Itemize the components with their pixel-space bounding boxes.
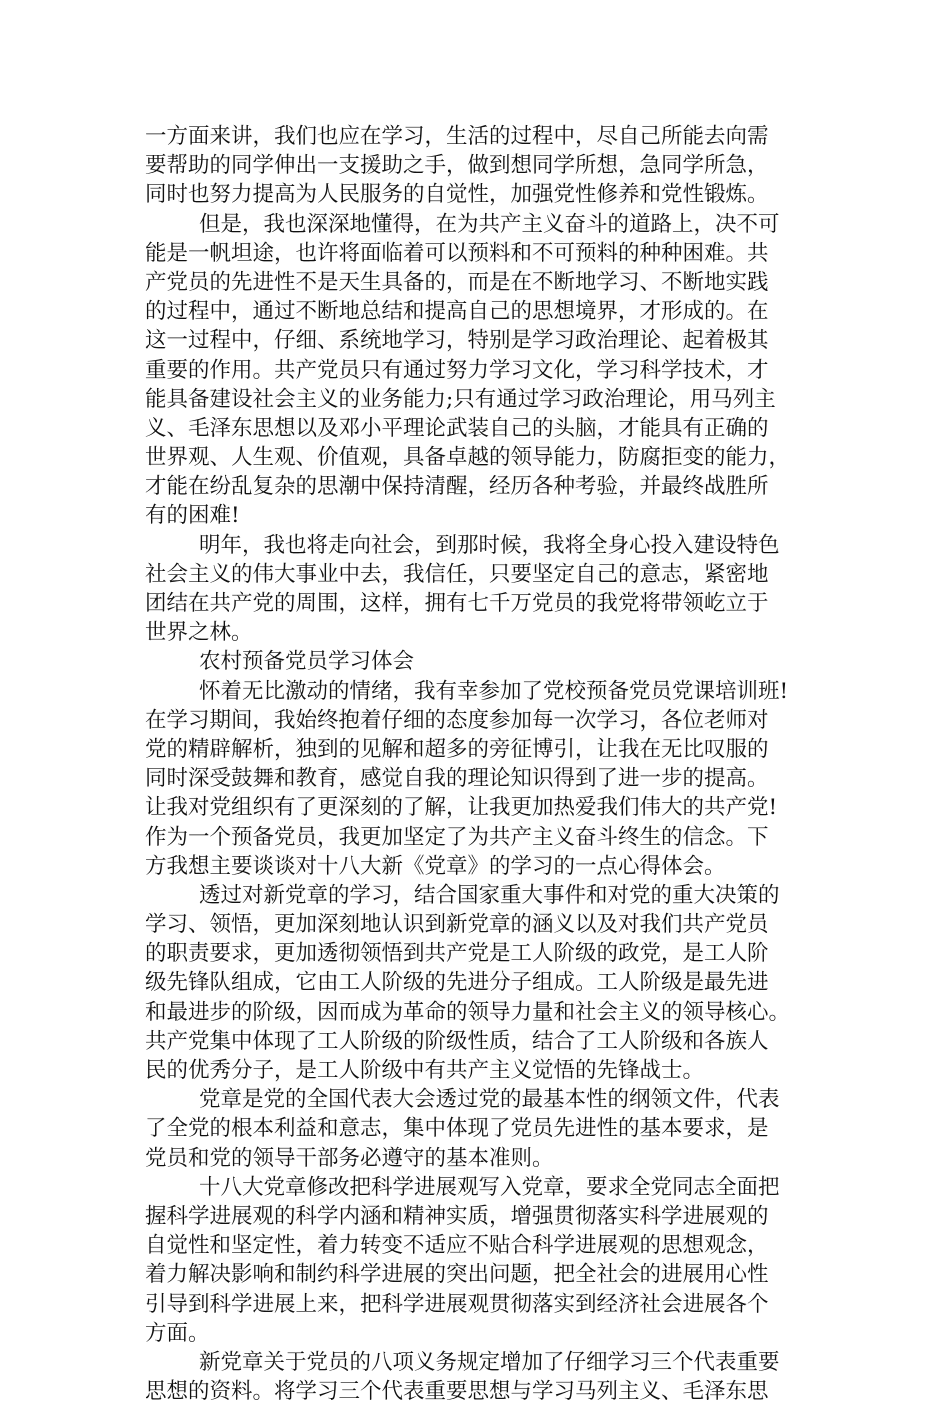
text-line: 同时深受鼓舞和教育，感觉自我的理论知识得到了进一步的提高。: [145, 766, 769, 792]
text-line: 党员和党的领导干部务必遵守的基本准则。: [145, 1145, 554, 1171]
text-line: 着力解决影响和制约科学进展的突出问题，把全社会的进展用心性: [145, 1262, 769, 1288]
text-line: 但是，我也深深地懂得，在为共产主义奋斗的道路上，决不可: [199, 211, 780, 237]
text-line: 能具备建设社会主义的业务能力;只有通过学习政治理论，用马列主: [145, 386, 776, 412]
text-line: 的职责要求，更加透彻领悟到共产党是工人阶级的政党，是工人阶: [145, 941, 769, 967]
text-line: 要帮助的同学伸出一支援助之手，做到想同学所想，急同学所急，: [145, 153, 769, 179]
text-line: 和最进步的阶级，因而成为革命的领导力量和社会主义的领导核心。: [145, 999, 791, 1025]
text-line: 党的精辟解析，独到的见解和超多的旁征博引，让我在无比叹服的: [145, 736, 769, 762]
text-line: 明年，我也将走向社会，到那时候，我将全身心投入建设特色: [199, 532, 780, 558]
text-line: 自觉性和坚定性，着力转变不适应不贴合科学进展观的思想观念，: [145, 1233, 769, 1259]
text-line: 一方面来讲，我们也应在学习，生活的过程中，尽自己所能去向需: [145, 124, 769, 149]
text-line: 世界之林。: [145, 620, 253, 646]
text-line: 有的困难!: [145, 503, 240, 529]
text-line: 农村预备党员学习体会: [199, 649, 415, 675]
text-line: 怀着无比激动的情绪，我有幸参加了党校预备党员党课培训班!: [199, 678, 789, 704]
text-line: 党章是党的全国代表大会透过党的最基本性的纲领文件，代表: [199, 1087, 780, 1113]
text-line: 社会主义的伟大事业中去，我信任，只要坚定自己的意志，紧密地: [145, 561, 769, 587]
text-line: 在学习期间，我始终抱着仔细的态度参加每一次学习，各位老师对: [145, 707, 769, 733]
text-line: 握科学进展观的科学内涵和精神实质，增强贯彻落实科学进展观的: [145, 1203, 769, 1229]
text-line: 级先锋队组成，它由工人阶级的先进分子组成。工人阶级是最先进: [145, 970, 769, 996]
text-line: 了全党的根本利益和意志，集中体现了党员先进性的基本要求，是: [145, 1116, 769, 1142]
text-line: 方我想主要谈谈对十八大新《党章》的学习的一点心得体会。: [145, 853, 726, 879]
text-line: 作为一个预备党员，我更加坚定了为共产主义奋斗终生的信念。下: [145, 824, 769, 850]
text-line: 团结在共产党的周围，这样，拥有七千万党员的我党将带领屹立于: [145, 591, 769, 616]
text-line: 产党员的先进性不是天生具备的，而是在不断地学习、不断地实践: [145, 269, 769, 295]
text-line: 世界观、人生观、价值观，具备卓越的领导能力，防腐拒变的能力，: [145, 445, 791, 471]
text-line: 的过程中，通过不断地总结和提高自己的思想境界，才形成的。在: [145, 299, 769, 325]
text-line: 才能在纷乱复杂的思潮中保持清醒，经历各种考验，并最终战胜所: [145, 474, 769, 500]
text-line: 这一过程中，仔细、系统地学习，特别是学习政治理论、起着极其: [145, 328, 769, 354]
text-line: 学习、领悟，更加深刻地认识到新党章的涵义以及对我们共产党员: [145, 912, 769, 938]
text-line: 新党章关于党员的八项义务规定增加了仔细学习三个代表重要: [199, 1349, 780, 1375]
text-line: 重要的作用。共产党员只有通过努力学习文化，学习科学技术，才: [145, 357, 769, 383]
text-line: 让我对党组织有了更深刻的了解，让我更加热爱我们伟大的共产党!: [145, 795, 778, 821]
text-line: 共产党集中体现了工人阶级的阶级性质，结合了工人阶级和各族人: [145, 1028, 769, 1054]
text-line: 同时也努力提高为人民服务的自觉性，加强党性修养和党性锻炼。: [145, 182, 769, 208]
text-line: 十八大党章修改把科学进展观写入党章，要求全党同志全面把: [199, 1174, 780, 1200]
document-body: [145, 122, 805, 1406]
text-line: 方面。: [145, 1320, 210, 1346]
text-line: 引导到科学进展上来，把科学进展观贯彻落实到经济社会进展各个: [145, 1291, 769, 1317]
text-line: 义、毛泽东思想以及邓小平理论武装自己的头脑，才能具有正确的: [145, 415, 769, 441]
text-line: 透过对新党章的学习，结合国家重大事件和对党的重大决策的: [199, 882, 780, 908]
text-line: 民的优秀分子，是工人阶级中有共产主义觉悟的先锋战士。: [145, 1058, 705, 1083]
text-line: 思想的资料。将学习三个代表重要思想与学习马列主义、毛泽东思: [145, 1379, 769, 1405]
text-line: 能是一帆坦途，也许将面临着可以预料和不可预料的种种困难。共: [145, 240, 769, 266]
